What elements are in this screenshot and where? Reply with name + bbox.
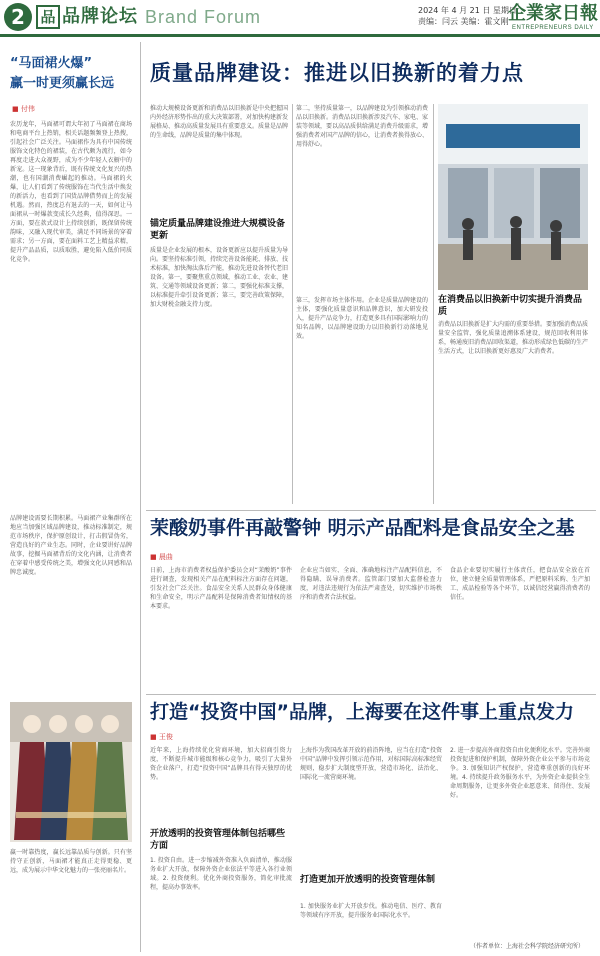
section-title-cn: 品牌论坛: [62, 6, 138, 27]
article-1-photo: [438, 104, 588, 290]
left-column-divider: [140, 42, 141, 952]
article-1-bottom-rule: [146, 510, 596, 511]
left-article-title-line1: “马面裙火爆”: [10, 56, 93, 71]
skirt-photo-illustration: [10, 702, 132, 842]
article-1-headline: 质量品牌建设：推进以旧换新的着力点: [150, 61, 524, 85]
left-article-body-1: 农历龙年，马面裙可谓大年初了马面裙在商场和电商平台上热销，相关话题频频登上热搜，引起社会广泛关注。马面裙作为具有中国传统服饰文化特色的裙装，在古代颇为流行，如今再度走进大众视野，成为不少年轻人衣橱中的新宠。这一现象背后，既有传统文化复兴的热潮，也有国潮消费崛起的推动。马面裙的火爆，让人们看到了传统服饰在当代生活中焕发的新活力，也看到了国货品牌借势而上的发展机遇。然而，热度总有退去的一天，如何让马面裙从一时爆款变成长久经典，值得深思。一方面，要在款式设计上持续创新，既保留传统韵味，又融入现代审美，满足不同场景的穿着需求；另一方面，要在面料工艺上精益求精，提升产品品质，以质取胜，避免陷入低价同质化竞争。: [10, 121, 132, 263]
article-1-subhead-1: 锚定质量品牌建设推进大规模设备更新: [150, 219, 286, 241]
article-1-text-4: 第三，发挥市场主体作用。企业是质量品牌建设的主体，要强化质量意识和品牌意识，加大研发投入，提升产品竞争力，打造更多具有国际影响力的知名品牌，以品牌建设助力以旧换新行动落地见效。: [296, 297, 428, 340]
issue-date: 2024 年 4 月 21 日 星期日: [418, 6, 517, 15]
left-sidebar-article: [4, 42, 134, 952]
article-3-author-credit: （作者单位：上海社会科学院经济研究所）: [470, 943, 585, 950]
article-1-divider-2: [433, 104, 434, 504]
mamian-skirt-photo: [10, 702, 132, 842]
store-photo-illustration: [438, 104, 588, 290]
article-3-text-2: 1. 投资自由。进一步缩减外资准入负面清单，推动服务业扩大开放，保障外资企业依法平等进入各行业领域。2. 投资便利。优化外商投资服务，简化审批流程，提高办事效率。: [150, 857, 292, 891]
page-number-badge: 2: [4, 3, 32, 31]
article-3-text-1: 近年来，上海持续优化营商环境，加大招商引资力度，不断提升城市能级和核心竞争力，吸引了大量外资企业落户，打造“投资中国”品牌具有得天独厚的优势。: [150, 747, 292, 781]
issue-editors: 责编：闫云 美编：霍文刚: [418, 17, 509, 26]
masthead-rule: [0, 34, 600, 37]
left-article-byline: ■ 付伟: [12, 105, 35, 113]
left-article-body-2: 品牌建设需要长期积累。马面裙产业集群所在地应当加强区域品牌建设，推动标准制定，规范市场秩序，保护原创设计，打击假冒伪劣，营造良好的产业生态。同时，企业要讲好品牌故事，挖掘马面裙背后的文化内涵，让消费者在穿着中感受传统之美，增强文化认同感和品牌忠诚度。: [10, 515, 132, 576]
article-3-text-5: 2. 进一步提高外商投资自由化便利化水平。完善外商投资促进和保护机制，保障外资企业公平参与市场竞争。3. 加强知识产权保护，营造尊重创新的良好环境。4. 持续提升政务服务水平，为外资企业提供全生命周期服务，让更多外资企业愿意来、留得住、发展好。: [450, 747, 590, 799]
article-2-bottom-rule: [146, 694, 596, 695]
article-3-subhead-2: 打造更加开放透明的投资管理体制: [300, 875, 436, 885]
section-title-en: Brand Forum: [145, 7, 262, 27]
article-2-text-2: 企业应当如实、全面、准确地标注产品配料信息，不得隐瞒、误导消费者。监管部门要加大监督检查力度，对违法违规行为依法严肃查处，切实维护市场秩序和消费者合法权益。: [300, 567, 442, 601]
issue-info: [418, 5, 518, 27]
article-1-divider-1: [292, 104, 293, 504]
article-2-byline: ■ 晨曲: [150, 553, 173, 561]
article-3-subhead-1: 开放透明的投资管理体制包括哪些方面: [150, 829, 286, 851]
newspaper-logo: 企業家日報: [508, 3, 598, 24]
article-1-text-2: 质量是企业发展的根本，设备更新应以提升质量为导向。要坚持标准引领，持续完善设备能耗、排放、技术标准，加快淘汰落后产能，推动先进设备替代老旧设备。第一，要聚焦重点领域，推动工业、农业、建筑、交通等领域设备更新；第二，要强化标准支撑，以标准提升牵引设备更新；第三，要完善政策保障，加大财税金融支持力度。: [150, 247, 288, 308]
article-1-text-5: 消费品以旧换新是扩大内需的重要举措。要加强消费品质量安全监管，强化质量追溯体系建设，规范回收利用体系，畅通废旧消费品回收渠道，推动形成绿色低碳的生产生活方式，让以旧换新更好惠及广大消费者。: [438, 321, 588, 355]
left-article-body-3: 赢一时靠热度，赢长远靠品质与创新。只有坚持守正创新，马面裙才能真正走得更稳、更远，成为展示中华文化魅力的一张亮丽名片。: [10, 849, 132, 874]
article-3-byline: ■ 王俊: [150, 733, 173, 741]
article-3-headline: 打造“投资中国”品牌，上海要在这件事上重点发力: [150, 701, 574, 723]
left-article-title-line2: 赢一时更须赢长远: [10, 76, 115, 91]
article-1-text-3: 第二，坚持质量第一，以品牌建设为引领推动消费品以旧换新。消费品以旧换新涉及汽车、家电、家装等领域，要以高品质供给满足消费升级需求，增强消费者对国产品牌的信心，让消费者换得放心、用得舒心。: [296, 105, 428, 148]
masthead: [0, 0, 600, 34]
article-2-text-1: 日前，上海市消费者权益保护委员会对“茉酸奶”事件进行调查，发现相关产品在配料标注方面存在问题，引发社会广泛关注。食品安全关系人民群众身体健康和生命安全，明示产品配料是保障消费者知情权的基本要求。: [150, 567, 292, 610]
article-1-subhead-2: 在消费品以旧换新中切实提升消费品质: [438, 295, 583, 317]
article-2-headline: 茉酸奶事件再敲警钟 明示产品配料是食品安全之基: [150, 517, 575, 539]
article-2-text-3: 食品企业要切实履行主体责任，把食品安全放在首位，建立健全质量管理体系，严把原料采购、生产加工、成品检验等各个环节，以诚信经营赢得消费者的信任。: [450, 567, 590, 601]
article-3-text-4: 1. 加快服务业扩大开放步伐。推动电信、医疗、教育等领域有序开放，提升服务业国际化水平。: [300, 903, 442, 919]
article-1-text-1: 推动大规模设备更新和消费品以旧换新是中央把握国内外经济形势作出的重大决策部署，对加快构建新发展格局、推动高质量发展具有重要意义。质量是品牌的生命线，品牌是质量的集中体现。: [150, 105, 288, 139]
newspaper-logo-en: ENTREPRENEURS DAILY: [512, 25, 594, 31]
brand-logo-icon: 品: [36, 5, 60, 29]
article-3-text-3: 上海作为我国改革开放的前沿阵地，应当在打造“投资中国”品牌中发挥引领示范作用，对标国际高标准经贸规则，稳步扩大制度型开放，营造市场化、法治化、国际化一流营商环境。: [300, 747, 442, 781]
